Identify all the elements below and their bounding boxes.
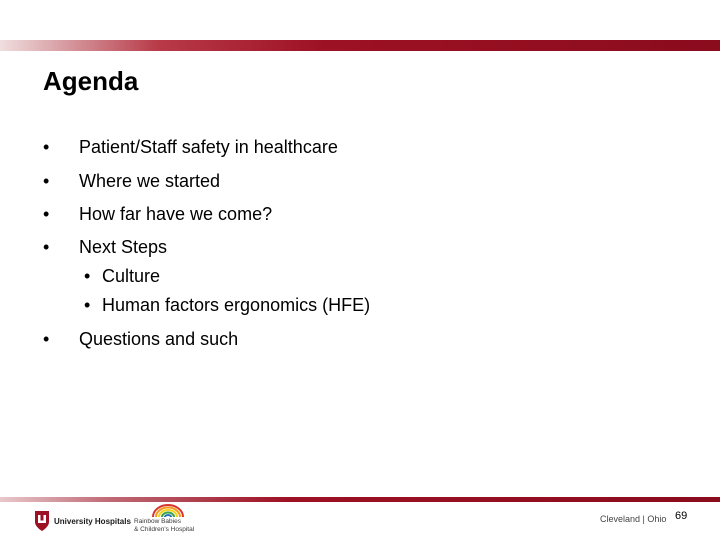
rainbow-babies-logo (134, 504, 204, 538)
agenda-item-text: Questions and such (79, 329, 239, 349)
cleveland-ohio-logo: Cleveland | Ohio (600, 514, 667, 524)
uh-logo-text: University Hospitals (54, 516, 131, 526)
sub-bullet-marker: • (84, 295, 91, 315)
uh-shield-icon (34, 510, 50, 532)
page-number: 69 (675, 510, 688, 522)
agenda-subitem-text: Human factors ergonomics (HFE) (102, 295, 371, 315)
rainbow-icon (150, 504, 186, 518)
agenda-item-text: Patient/Staff safety in healthcare (79, 137, 338, 157)
slide-title: Agenda (43, 66, 139, 96)
bullet-marker: • (43, 237, 50, 257)
rb-logo-line1: Rainbow Babies (134, 518, 181, 525)
sub-bullet-marker: • (84, 266, 91, 286)
header-accent-band (0, 40, 720, 51)
slide-footer (0, 502, 720, 540)
bullet-marker: • (43, 171, 50, 191)
rb-logo-line2: & Children's Hospital (134, 526, 195, 533)
university-hospitals-logo (34, 510, 131, 532)
agenda-subitem-text: Culture (102, 266, 161, 286)
agenda-item-text: Next Steps (79, 237, 168, 257)
agenda-item-text: Where we started (79, 171, 221, 191)
agenda-item-text: How far have we come? (79, 204, 273, 224)
rb-logo-text (134, 518, 194, 534)
bullet-marker: • (43, 137, 50, 157)
bullet-marker: • (43, 204, 50, 224)
bullet-marker: • (43, 329, 50, 349)
